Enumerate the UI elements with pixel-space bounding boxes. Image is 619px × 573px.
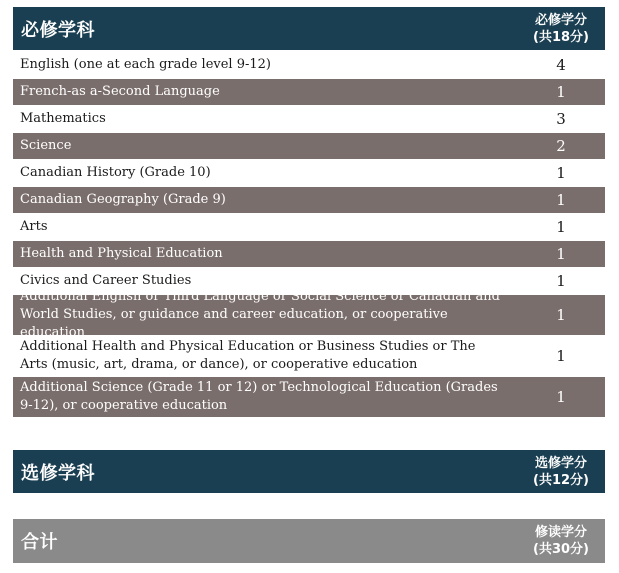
course-credits: 1	[556, 164, 566, 182]
course-credits: 1	[556, 191, 566, 209]
course-credits: 3	[556, 110, 566, 128]
course-credits: 1	[556, 388, 566, 406]
elective-section-title: 选修学科	[21, 462, 95, 484]
table-row	[13, 376, 605, 417]
course-credits: 1	[556, 272, 566, 290]
table-row	[13, 132, 605, 159]
course-subject: Canadian Geography (Grade 9)	[20, 192, 226, 207]
course-credits: 1	[556, 218, 566, 236]
table-row	[13, 51, 605, 78]
total-section-title: 合计	[21, 532, 58, 553]
course-subject: French-as a-Second Language	[20, 84, 220, 99]
course-credits: 4	[556, 56, 566, 74]
elective-section-header	[13, 450, 605, 493]
course-subject: Additional Science (Grade 11 or 12) or Technological Education (Grades 9-12), or cooperative education	[20, 380, 498, 413]
course-credits: 1	[556, 245, 566, 263]
elective-credits-header	[517, 455, 605, 489]
course-credits: 1	[556, 83, 566, 101]
table-row	[13, 186, 605, 213]
elective-credits-total: (共12分)	[533, 472, 589, 488]
table-row	[13, 105, 605, 132]
table-row	[13, 335, 605, 376]
course-credits: 1	[556, 347, 566, 365]
total-section-header	[13, 519, 605, 563]
course-credits: 1	[556, 306, 566, 324]
course-subject: Canadian History (Grade 10)	[20, 165, 211, 180]
course-subject: Civics and Career Studies	[20, 273, 192, 288]
total-credits-header	[517, 524, 605, 558]
required-credits-total: (共18分)	[533, 29, 589, 45]
required-section-header	[13, 7, 605, 50]
course-subject: English (one at each grade level 9-12)	[20, 57, 271, 72]
course-subject: Additional English or Third Language or Social Science or Canadian and World Studies, or guidance and career education, or cooperative education	[20, 289, 500, 340]
total-credits-total: (共30分)	[533, 542, 589, 557]
total-credits-label: 修读学分	[534, 525, 587, 540]
course-subject: Additional Health and Physical Education or Business Studies or The Arts (music, art, drama, or dance), or cooperative education	[20, 339, 476, 372]
table-row	[13, 289, 605, 340]
required-credits-label: 必修学分	[534, 12, 587, 28]
table-row	[13, 240, 605, 267]
required-credits-header	[517, 12, 605, 46]
course-credits: 2	[556, 137, 566, 155]
elective-credits-label: 选修学分	[534, 455, 587, 471]
table-row	[13, 159, 605, 186]
required-courses-table	[13, 51, 605, 417]
course-subject: Mathematics	[20, 111, 106, 126]
required-section-title: 必修学科	[21, 19, 95, 41]
course-subject: Health and Physical Education	[20, 246, 223, 261]
table-row	[13, 78, 605, 105]
table-row	[13, 213, 605, 240]
course-subject: Science	[20, 138, 72, 153]
course-subject: Arts	[20, 219, 48, 234]
